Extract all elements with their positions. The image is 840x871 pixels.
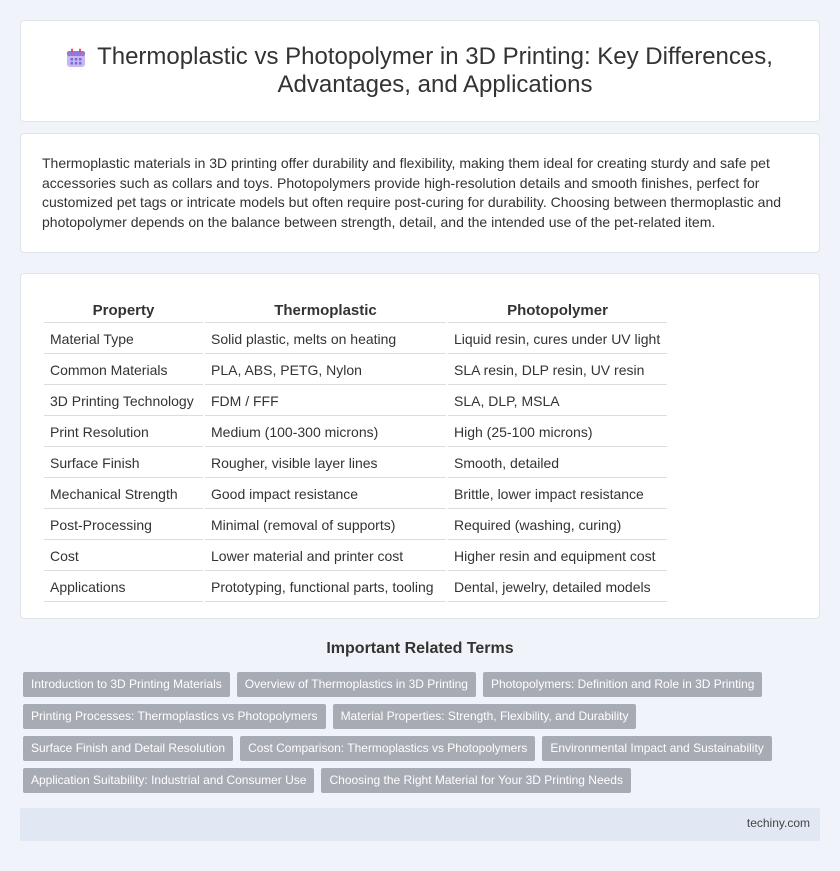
table-cell-photopolymer: Dental, jewelry, detailed models — [448, 573, 667, 602]
footer — [20, 808, 820, 841]
related-term-tag[interactable]: Photopolymers: Definition and Role in 3D Printing — [483, 672, 762, 697]
table-cell-property: Post-Processing — [44, 511, 203, 540]
table-cell-property: Common Materials — [44, 356, 203, 385]
table-row — [44, 511, 667, 540]
table-row — [44, 573, 667, 602]
related-term-tag[interactable]: Printing Processes: Thermoplastics vs Photopolymers — [23, 704, 326, 729]
table-row — [44, 387, 667, 416]
column-header-property: Property — [44, 298, 203, 323]
table-cell-thermoplastic: Prototyping, functional parts, tooling — [205, 573, 446, 602]
table-cell-thermoplastic: PLA, ABS, PETG, Nylon — [205, 356, 446, 385]
table-row — [44, 356, 667, 385]
table-cell-thermoplastic: FDM / FFF — [205, 387, 446, 416]
table-cell-property: Surface Finish — [44, 449, 203, 478]
table-cell-thermoplastic: Lower material and printer cost — [205, 542, 446, 571]
table-cell-property: Material Type — [44, 325, 203, 354]
table-cell-photopolymer: Brittle, lower impact resistance — [448, 480, 667, 509]
table-cell-photopolymer: SLA, DLP, MSLA — [448, 387, 667, 416]
column-header-photopolymer: Photopolymer — [448, 298, 667, 323]
footer-site-name: techiny.com — [746, 816, 810, 830]
table-cell-photopolymer: Higher resin and equipment cost — [448, 542, 667, 571]
header-card — [20, 20, 820, 122]
related-term-tag[interactable]: Choosing the Right Material for Your 3D Printing Needs — [321, 768, 631, 793]
table-cell-thermoplastic: Medium (100-300 microns) — [205, 418, 446, 447]
table-cell-photopolymer: Liquid resin, cures under UV light — [448, 325, 667, 354]
table-cell-thermoplastic: Minimal (removal of supports) — [205, 511, 446, 540]
table-cell-thermoplastic: Solid plastic, melts on heating — [205, 325, 446, 354]
column-header-thermoplastic: Thermoplastic — [205, 298, 446, 323]
related-term-tag[interactable]: Environmental Impact and Sustainability — [542, 736, 771, 761]
table-cell-property: Applications — [44, 573, 203, 602]
table-cell-thermoplastic: Good impact resistance — [205, 480, 446, 509]
related-term-tag[interactable]: Introduction to 3D Printing Materials — [23, 672, 230, 697]
table-cell-thermoplastic: Rougher, visible layer lines — [205, 449, 446, 478]
table-cell-photopolymer: Smooth, detailed — [448, 449, 667, 478]
table-cell-property: Mechanical Strength — [44, 480, 203, 509]
comparison-table — [42, 296, 669, 604]
table-row — [44, 480, 667, 509]
table-header-row — [44, 298, 667, 323]
related-term-tag[interactable]: Cost Comparison: Thermoplastics vs Photopolymers — [240, 736, 535, 761]
summary-card — [20, 133, 820, 253]
table-row — [44, 325, 667, 354]
table-cell-photopolymer: SLA resin, DLP resin, UV resin — [448, 356, 667, 385]
table-row — [44, 449, 667, 478]
related-term-tag[interactable]: Material Properties: Strength, Flexibility, and Durability — [333, 704, 637, 729]
related-terms-heading: Important Related Terms — [326, 640, 514, 657]
table-row — [44, 542, 667, 571]
table-cell-property: 3D Printing Technology — [44, 387, 203, 416]
comparison-table-card — [20, 273, 820, 619]
table-cell-property: Print Resolution — [44, 418, 203, 447]
table-row — [44, 418, 667, 447]
related-term-tag[interactable]: Application Suitability: Industrial and Consumer Use — [23, 768, 314, 793]
related-terms-list — [23, 672, 813, 793]
table-cell-photopolymer: Required (washing, curing) — [448, 511, 667, 540]
related-term-tag[interactable]: Surface Finish and Detail Resolution — [23, 736, 233, 761]
page-title: Thermoplastic vs Photopolymer in 3D Printing: Key Differences, Advantages, and Applications — [97, 43, 773, 98]
summary-paragraph: Thermoplastic materials in 3D printing offer durability and flexibility, making them ideal for creating sturdy and safe pet accessories such as collars and toys. Photopolymers provide high-resolution details and smooth finishes, perfect for customized pet tags or intricate models but often require post-curing for durability. Choosing between thermoplastic and photopolymer depends on the balance between strength, detail, and the intended use of the pet-related item. — [42, 155, 782, 230]
related-term-tag[interactable]: Overview of Thermoplastics in 3D Printing — [237, 672, 476, 697]
table-cell-photopolymer: High (25-100 microns) — [448, 418, 667, 447]
table-cell-property: Cost — [44, 542, 203, 571]
